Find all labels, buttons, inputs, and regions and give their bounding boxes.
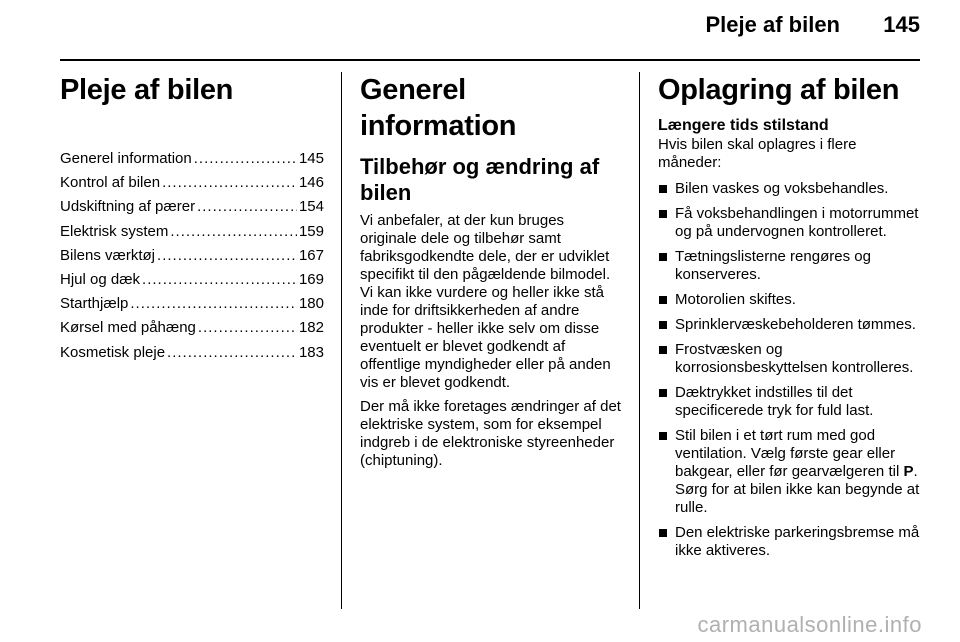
bullet-square-icon xyxy=(659,296,667,304)
toc-entry[interactable] xyxy=(60,344,324,368)
toc-entry[interactable] xyxy=(60,174,324,198)
toc-entry-page: 169 xyxy=(298,270,324,288)
toc-entry-page: 159 xyxy=(298,222,324,240)
list-item xyxy=(658,205,922,241)
toc-entry[interactable] xyxy=(60,271,324,295)
bullet-square-icon xyxy=(659,185,667,193)
toc-entry-label: Kontrol af bilen xyxy=(60,174,161,192)
toc-entry-label: Kosmetisk pleje xyxy=(60,343,166,361)
toc-entry-label: Udskiftning af pærer xyxy=(60,198,196,216)
toc-entry-page: 183 xyxy=(298,343,324,361)
toc-entry-page: 182 xyxy=(298,319,324,337)
toc-entry-label: Bilens værktøj xyxy=(60,246,156,264)
toc-entry-page: 180 xyxy=(298,295,324,313)
paragraph: Der må ikke foretages ændringer af det elektriske system, som for eksempel indgreb i de elektroniske styreenheder (chiptuning). xyxy=(360,398,621,469)
list-item-text: Tætningslisterne rengøres og konserveres. xyxy=(675,248,871,283)
toc-entry-label: Hjul og dæk xyxy=(60,270,141,288)
section-title: Generel information xyxy=(360,74,517,142)
toc-entry-label: Generel information xyxy=(60,150,192,167)
toc-entry[interactable] xyxy=(60,150,324,174)
chapter-contents-column xyxy=(60,72,324,368)
toc-entry-label: Kørsel med påhæng xyxy=(60,319,196,337)
header-rule xyxy=(60,59,920,61)
section-title: Oplagring af bilen xyxy=(658,74,900,106)
list-item xyxy=(658,316,922,334)
list-item xyxy=(658,291,922,309)
list-item-text: Få voksbehandlingen i motorrummet og på undervognen kontrolleret. xyxy=(675,205,919,240)
toc-entry-label: Starthjælp xyxy=(60,295,129,313)
toc-entry-page: 146 xyxy=(298,174,324,192)
list-item-text: Stil bilen i et tørt rum med god ventilation. Vælg første gear eller bakgear, eller før gearvælgeren til P. Sørg for at bilen ikke kan begynde at rulle. xyxy=(675,427,920,516)
list-item xyxy=(658,524,922,560)
list-item xyxy=(658,248,922,284)
list-item-text: Dæktrykket indstilles til det specificerede tryk for fuld last. xyxy=(675,384,874,419)
toc-entry-page: 154 xyxy=(298,198,324,216)
bullet-square-icon xyxy=(659,253,667,261)
bullet-square-icon xyxy=(659,321,667,329)
running-header-title: Pleje af bilen xyxy=(705,12,840,37)
table-of-contents xyxy=(60,150,324,368)
storage-checklist xyxy=(658,180,922,560)
bullet-square-icon xyxy=(659,432,667,440)
watermark: carmanualsonline.info xyxy=(697,612,922,637)
list-item-text: Motorolien skiftes. xyxy=(675,291,796,308)
bullet-square-icon xyxy=(659,389,667,397)
list-item-text: Sprinklervæskebeholderen tømmes. xyxy=(675,316,916,333)
toc-entry[interactable] xyxy=(60,198,324,222)
list-item xyxy=(658,180,922,198)
toc-entry-label: Elektrisk system xyxy=(60,222,169,240)
list-item-text: Frostvæsken og korrosionsbeskyttelsen kontrolleres. xyxy=(675,341,914,376)
chapter-title: Pleje af bilen xyxy=(60,74,234,106)
list-item xyxy=(658,427,922,517)
toc-entry-page: 145 xyxy=(298,150,324,167)
bullet-square-icon xyxy=(659,529,667,537)
bullet-square-icon xyxy=(659,210,667,218)
storage-column xyxy=(658,72,922,567)
column-divider xyxy=(639,72,640,609)
subsection-title: Tilbehør og ændring af bilen xyxy=(360,154,600,205)
toc-entry[interactable] xyxy=(60,319,324,343)
list-item xyxy=(658,384,922,420)
bullet-square-icon xyxy=(659,346,667,354)
toc-entry[interactable] xyxy=(60,295,324,319)
list-item-text: Bilen vaskes og voksbehandles. xyxy=(675,180,889,197)
paragraph: Vi anbefaler, at der kun bruges originale dele og tilbehør samt fabriksgodkendte dele, der er udviklet specifikt til den pågældende bilmodel. Vi kan ikke vurdere og heller ikke stå inde for driftsikkerheden af andre produkter - heller ikke selv om disse eventuelt er blevet godkendt af offentlige myndigheder eller på anden vis er blevet godkendt. xyxy=(360,212,611,391)
general-information-column xyxy=(360,72,624,476)
toc-entry[interactable] xyxy=(60,223,324,247)
list-item xyxy=(658,341,922,377)
column-divider xyxy=(341,72,342,609)
list-item-text: Den elektriske parkeringsbremse må ikke aktiveres. xyxy=(675,524,920,559)
toc-entry[interactable] xyxy=(60,247,324,271)
paragraph: Hvis bilen skal oplagres i flere måneder: xyxy=(658,136,857,171)
subsection-title: Længere tids stilstand xyxy=(658,117,829,134)
page-number: 145 xyxy=(883,12,920,37)
toc-entry-page: 167 xyxy=(298,246,324,264)
